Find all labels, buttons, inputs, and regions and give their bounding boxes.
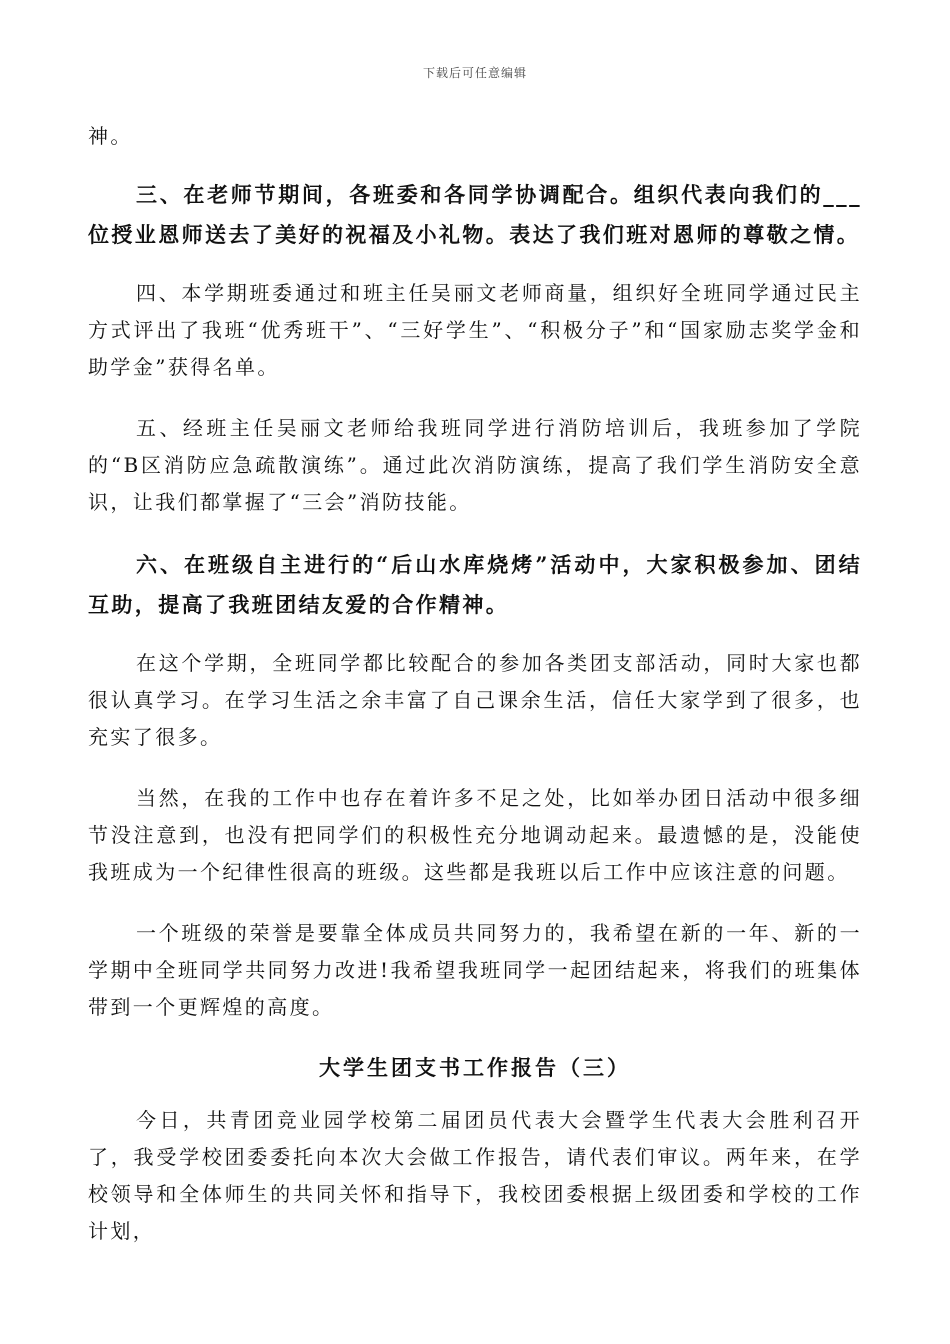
paragraph-continuation: 神。 — [88, 124, 133, 148]
section-title: 大学生团支书工作报告（三） — [319, 1055, 631, 1080]
paragraph-report-intro: 今日，共青团竞业园学校第二届团员代表大会暨学生代表大会胜利召开了，我受学校团委委托向本次大会做工作报告，请代表们审议。两年来，在学校领导和全体师生的共同关怀和指导下，我校团委根据上级团委和学校的工作计划， — [88, 1108, 862, 1243]
paragraph-item-3: 三、在老师节期间，各班委和各同学协调配合。组织代表向我们的___位授业恩师送去了美好的祝福及小礼物。表达了我们班对恩师的尊敬之情。 — [88, 182, 862, 247]
paragraph-item-4: 四、本学期班委通过和班主任吴丽文老师商量，组织好全班同学通过民主方式评出了我班“优秀班干”、“三好学生”、“积极分子”和“国家励志奖学金和助学金”获得名单。 — [88, 281, 862, 379]
page-header: 下载后可任意编辑 — [422, 66, 527, 80]
paragraph-item-5: 五、经班主任吴丽文老师给我班同学进行消防培训后，我班参加了学院的“B区消防应急疏散演练”。通过此次消防演练，提高了我们学生消防安全意识，让我们都掌握了“三会”消防技能。 — [88, 416, 862, 514]
paragraph-item-6: 六、在班级自主进行的“后山水库烧烤”活动中，大家积极参加、团结互助，提高了我班团结友爱的合作精神。 — [88, 552, 862, 617]
paragraph-shortcomings: 当然，在我的工作中也存在着许多不足之处，比如举办团日活动中很多细节没注意到，也没有把同学们的积极性充分地调动起来。最遗憾的是，没能使我班成为一个纪律性很高的班级。这些都是我班以后工作中应该注意的问题。 — [88, 786, 862, 884]
paragraph-conclusion: 一个班级的荣誉是要靠全体成员共同努力的，我希望在新的一年、新的一学期中全班同学共同努力改进!我希望我班同学一起团结起来，将我们的班集体带到一个更辉煌的高度。 — [88, 921, 862, 1019]
paragraph-summary: 在这个学期，全班同学都比较配合的参加各类团支部活动，同时大家也都很认真学习。在学习生活之余丰富了自己课余生活，信任大家学到了很多，也充实了很多。 — [88, 651, 862, 749]
document-body — [88, 118, 862, 1250]
